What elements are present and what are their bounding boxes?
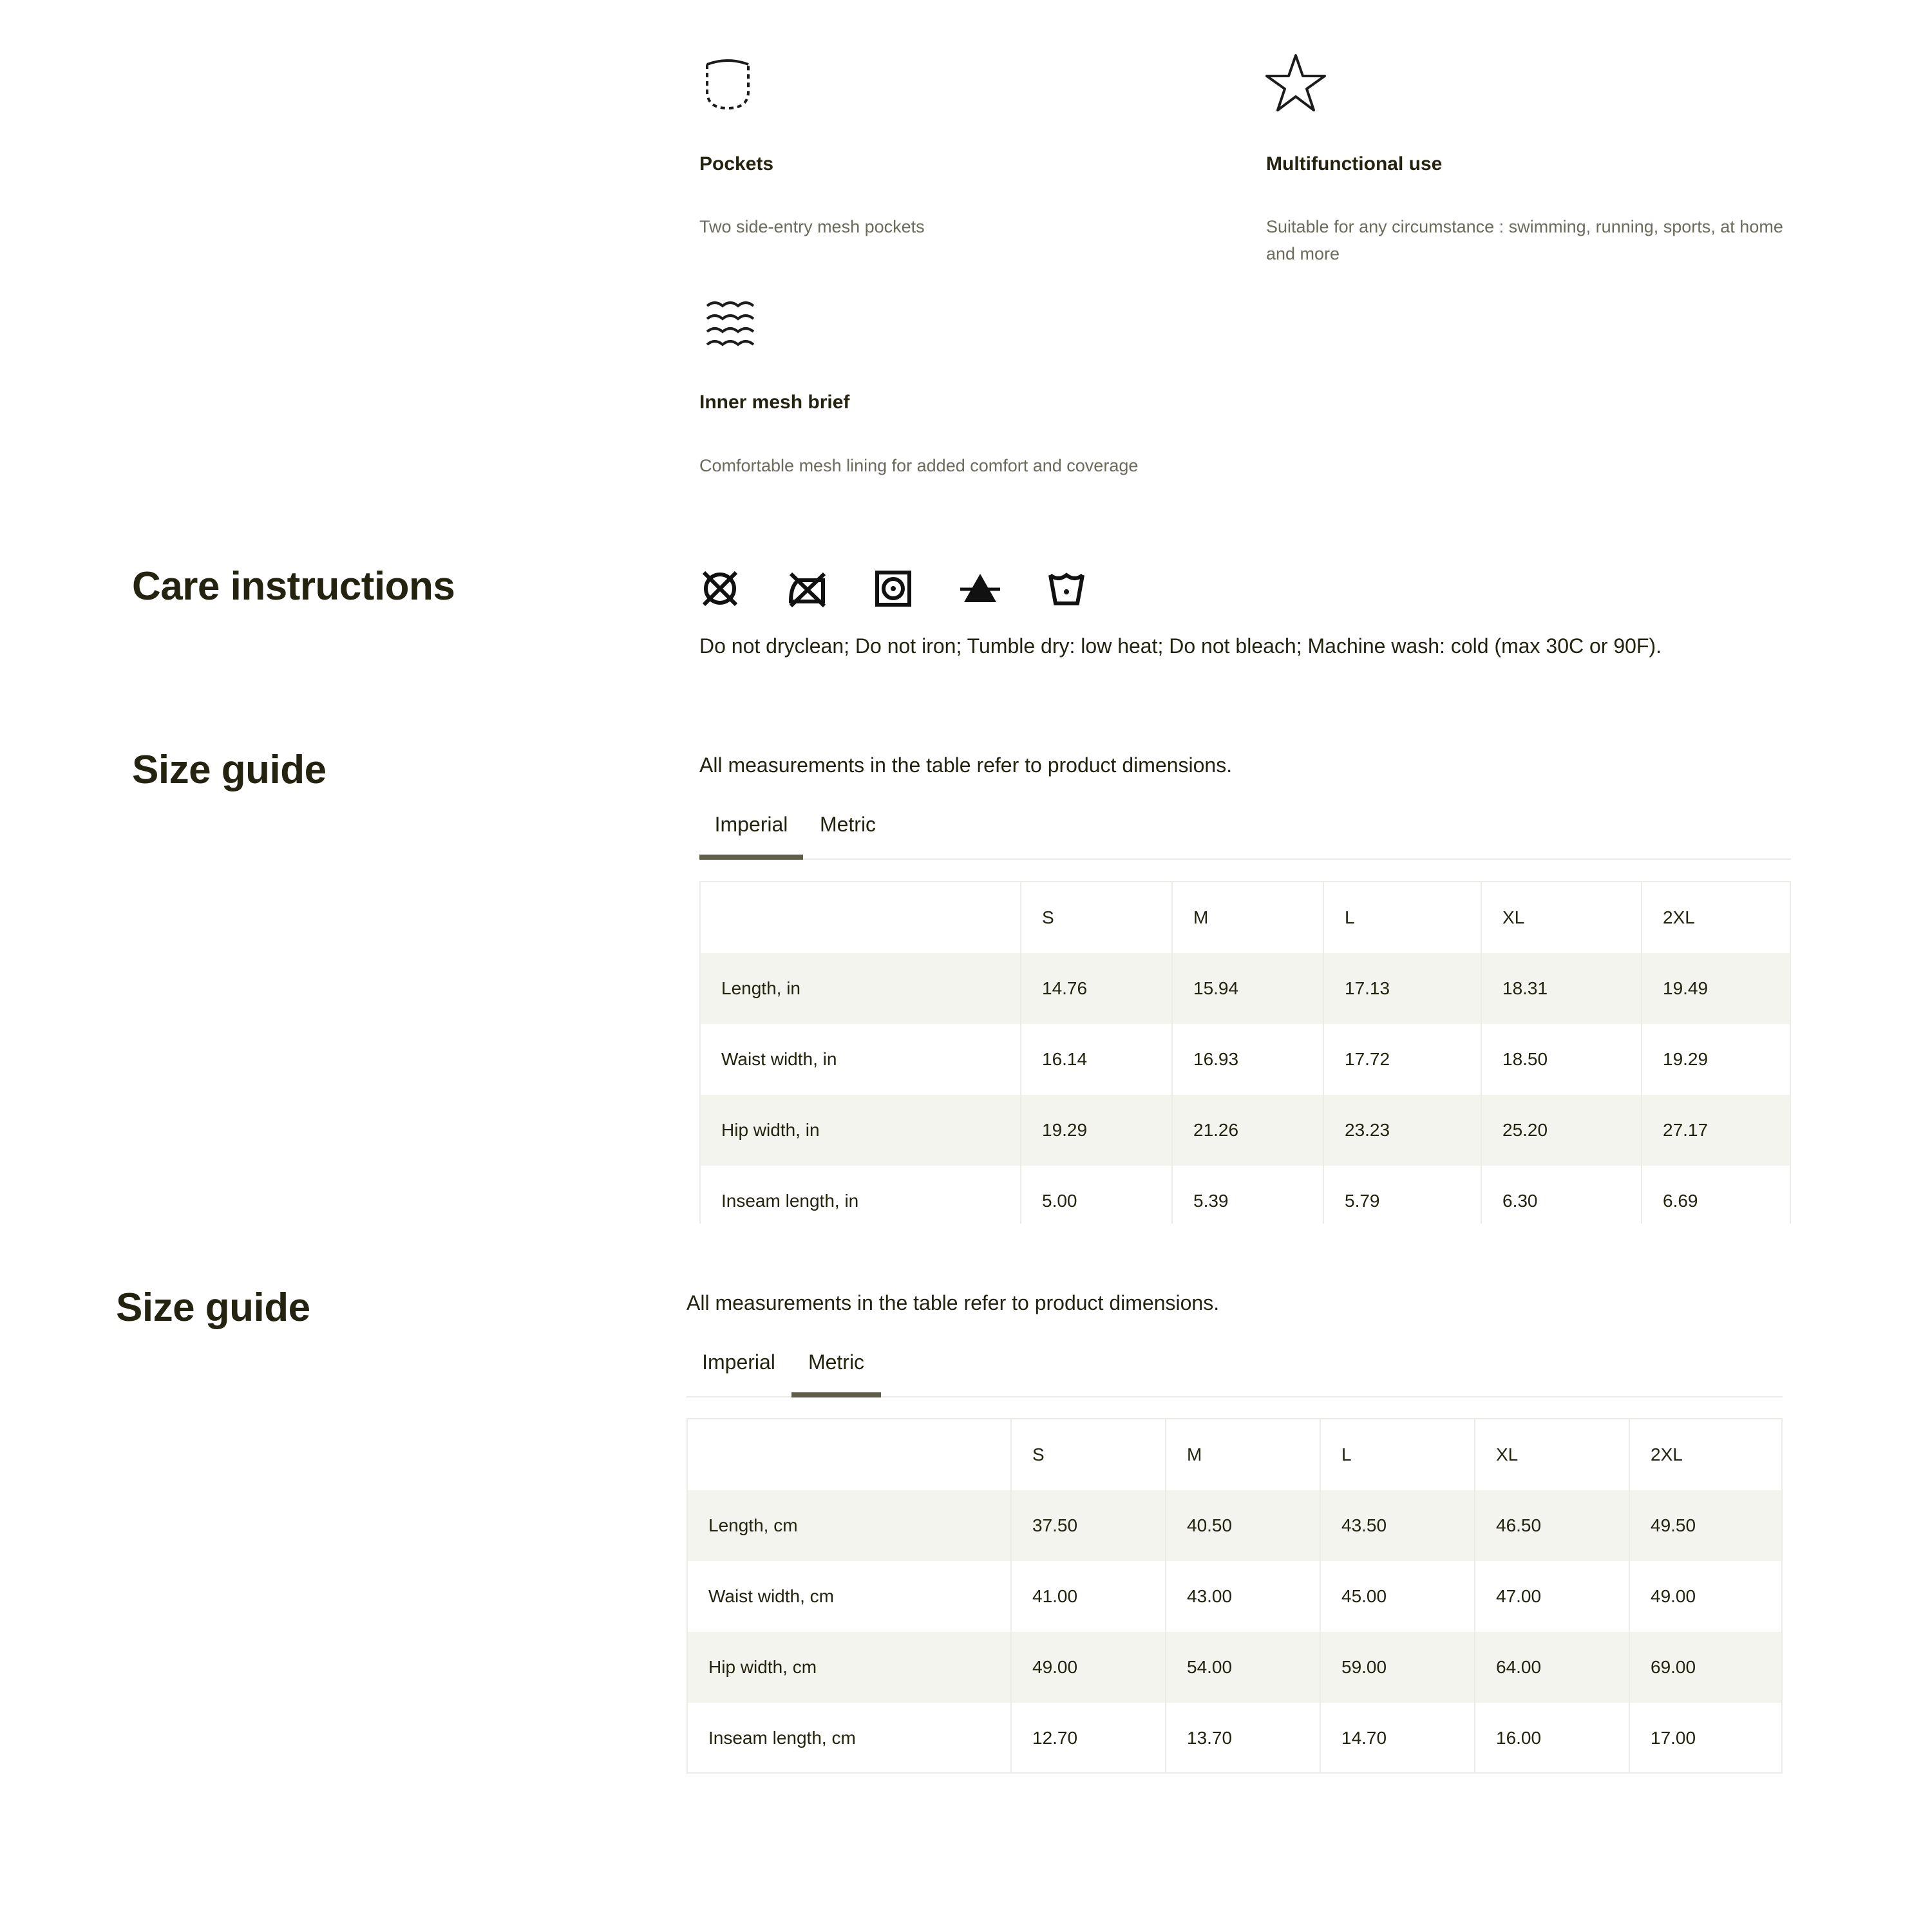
mesh-waves-icon [699,293,764,357]
table-header-cell: M [1166,1419,1320,1490]
table-cell: 19.29 [1021,1095,1172,1166]
table-cell: 16.93 [1172,1024,1323,1095]
table-cell: 49.00 [1011,1632,1166,1703]
table-cell: 18.31 [1481,953,1642,1024]
table-cell: 23.23 [1323,1095,1481,1166]
tab-metric[interactable]: Metric [791,1343,881,1397]
pocket-icon [696,52,760,116]
care-instructions-text: Do not dryclean; Do not iron; Tumble dry: low heat; Do not bleach; Machine wash: cold (max 30C or 90F). [699,634,1662,658]
table-cell: 25.20 [1481,1095,1642,1166]
tab-imperial[interactable]: Imperial [702,1350,775,1374]
table-cell: 12.70 [1011,1703,1166,1774]
feature-desc-inner-mesh: Comfortable mesh lining for added comfort and coverage [699,456,1139,475]
table-header-cell: 2XL [1642,882,1790,953]
unit-tabs [687,1343,1783,1397]
table-header-cell: XL [1475,1419,1629,1490]
table-cell: 46.50 [1475,1490,1629,1561]
table-header-cell: L [1320,1419,1475,1490]
table-header-cell: S [1011,1419,1166,1490]
table-row [688,1703,1781,1774]
table-cell: 41.00 [1011,1561,1166,1632]
table-row [701,1166,1790,1224]
table-cell: 5.39 [1172,1166,1323,1224]
table-row [688,1632,1781,1703]
size-guide-intro: All measurements in the table refer to product dimensions. [699,753,1233,777]
table-cell: 13.70 [1166,1703,1320,1774]
table-cell: 49.50 [1629,1490,1781,1561]
table-header-cell: S [1021,882,1172,953]
feature-title-inner-mesh: Inner mesh brief [699,392,850,413]
table-cell: 45.00 [1320,1561,1475,1632]
row-label-cell: Waist width, cm [708,1586,834,1606]
table-cell: 27.17 [1642,1095,1790,1166]
table-row [701,953,1790,1024]
unit-tabs [699,805,1791,860]
table-cell: 49.00 [1629,1561,1781,1632]
table-row [701,1095,1790,1166]
table-header-cell: L [1323,882,1481,953]
table-cell: 5.79 [1323,1166,1481,1224]
table-cell: 17.00 [1629,1703,1781,1774]
table-cell: 59.00 [1320,1632,1475,1703]
table-cell: 69.00 [1629,1632,1781,1703]
table-row [701,1024,1790,1095]
table-cell: 17.13 [1323,953,1481,1024]
table-cell: 40.50 [1166,1490,1320,1561]
table-cell: 5.00 [1021,1166,1172,1224]
row-label-cell: Hip width, in [701,1095,1021,1166]
tumble-dry-low-icon [871,566,916,611]
row-label-cell: Length, cm [688,1490,1011,1561]
table-cell: 17.72 [1323,1024,1481,1095]
table-header-cell: 2XL [1629,1419,1781,1490]
table-header-cell [688,1419,1011,1490]
star-icon [1264,50,1328,115]
table-cell: 54.00 [1166,1632,1320,1703]
size-table-imperial [699,881,1791,1224]
row-label-cell: Length, in [701,953,1021,1024]
feature-desc-pockets: Two side-entry mesh pockets [699,217,925,236]
tab-metric[interactable]: Metric [819,813,876,836]
table-row [688,1561,1781,1632]
feature-desc-multifunctional: Suitable for any circumstance : swimming, running, sports, at home and more [1266,217,1783,263]
do-not-bleach-icon [958,566,1003,611]
table-header-cell: XL [1481,882,1642,953]
size-guide-intro: All measurements in the table refer to product dimensions. [687,1291,1220,1314]
row-label-cell: Inseam length, in [721,1191,859,1211]
table-cell: 14.70 [1320,1703,1475,1774]
table-cell: 43.50 [1320,1490,1475,1561]
table-header-row [688,1419,1781,1490]
table-cell: 6.30 [1481,1166,1642,1224]
table-cell: 18.50 [1481,1024,1642,1095]
size-guide-heading: Size guide [132,748,327,792]
machine-wash-cold-icon [1044,566,1089,611]
table-cell: 6.69 [1642,1166,1790,1224]
table-cell: 43.00 [1166,1561,1320,1632]
size-table-metric [687,1418,1783,1774]
table-cell: 19.49 [1642,953,1790,1024]
do-not-iron-icon [784,566,829,611]
table-header-cell: M [1172,882,1323,953]
table-cell: 15.94 [1172,953,1323,1024]
do-not-dryclean-icon [697,566,743,611]
tab-imperial[interactable]: Imperial [699,805,803,860]
table-cell: 19.29 [1642,1024,1790,1095]
feature-title-pockets: Pockets [699,153,774,175]
table-row [688,1490,1781,1561]
table-cell: 21.26 [1172,1095,1323,1166]
table-cell: 14.76 [1021,953,1172,1024]
table-cell: 16.14 [1021,1024,1172,1095]
table-cell: 47.00 [1475,1561,1629,1632]
table-cell: 64.00 [1475,1632,1629,1703]
table-cell: 37.50 [1011,1490,1166,1561]
size-guide-heading: Size guide [116,1285,310,1330]
row-label-cell: Hip width, cm [688,1632,1011,1703]
table-header-cell [701,882,1021,953]
table-cell: 16.00 [1475,1703,1629,1774]
care-instructions-heading: Care instructions [132,564,455,609]
feature-title-multifunctional: Multifunctional use [1266,153,1443,175]
table-header-row [701,882,1790,953]
row-label-cell: Waist width, in [721,1049,837,1069]
row-label-cell: Inseam length, cm [708,1728,856,1748]
